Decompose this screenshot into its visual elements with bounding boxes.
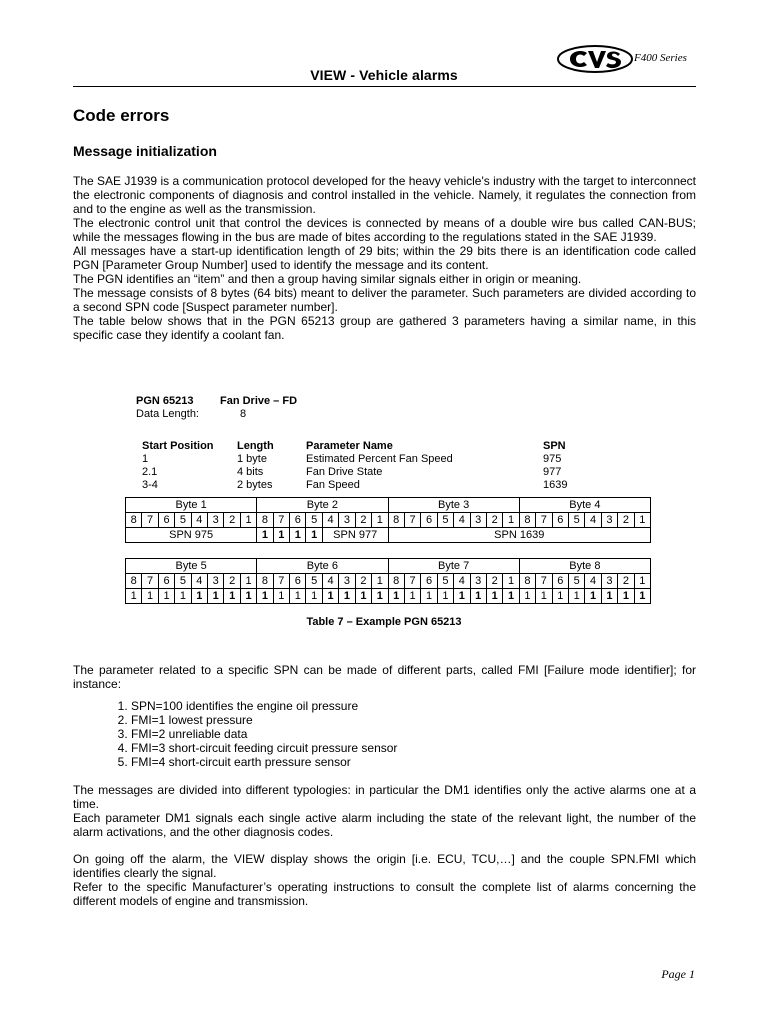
bit-number: 6 xyxy=(552,513,568,528)
bit-number: 5 xyxy=(175,513,191,528)
bit-cell: 1 xyxy=(470,589,486,604)
bit-number: 8 xyxy=(519,574,535,589)
bit-number: 8 xyxy=(257,513,273,528)
bit-cell: 1 xyxy=(404,589,420,604)
bit-number: 7 xyxy=(404,574,420,589)
bit-number: 3 xyxy=(601,574,617,589)
paragraph: The messages are divided into different typologies: in particular the DM1 identifies only the active alarms one at a time. xyxy=(73,783,696,811)
bit-number: 1 xyxy=(634,513,650,528)
bit-number: 5 xyxy=(175,574,191,589)
bit-number: 3 xyxy=(470,513,486,528)
bit-number: 5 xyxy=(306,513,322,528)
cell: Fan Speed xyxy=(306,479,360,491)
bit-number: 6 xyxy=(290,574,306,589)
bit-cell: 1 xyxy=(421,589,437,604)
cell: 2 bytes xyxy=(237,479,273,491)
bit-number: 2 xyxy=(486,574,502,589)
bit-number: 5 xyxy=(568,513,584,528)
page-number: Page 1 xyxy=(661,967,695,981)
bit-number: 8 xyxy=(126,574,142,589)
cell: 2.1 xyxy=(142,466,158,478)
bit-cell: 1 xyxy=(322,589,338,604)
bit-number: 3 xyxy=(339,574,355,589)
bit-number: 7 xyxy=(404,513,420,528)
dm1-text xyxy=(73,783,696,839)
bit-number: 7 xyxy=(536,513,552,528)
bit-number: 4 xyxy=(322,513,338,528)
bit-number: 5 xyxy=(437,513,453,528)
section-title: Code errors xyxy=(73,106,170,125)
subsection-title: Message initialization xyxy=(73,143,217,159)
bit-cell: 1 xyxy=(257,589,273,604)
bit-cell: 1 xyxy=(224,589,240,604)
paragraph: The message consists of 8 bytes (64 bits) meant to deliver the parameter. Such parameters are divided according to a second SPN code [Suspect parameter number]. xyxy=(73,286,696,314)
data-length-label: Data Length: xyxy=(136,408,199,420)
bit-number: 3 xyxy=(470,574,486,589)
list-item: 1. SPN=100 identifies the engine oil pressure xyxy=(131,699,397,713)
fmi-list xyxy=(91,699,397,769)
byte-header: Byte 3 xyxy=(388,498,519,513)
pgn-definition xyxy=(136,395,586,492)
paragraph: The table below shows that in the PGN 65213 group are gathered 3 parameters having a similar name, in this specific case they identify a coolant fan. xyxy=(73,314,696,342)
bit-number: 6 xyxy=(290,513,306,528)
paragraph: On going off the alarm, the VIEW display shows the origin [i.e. ECU, TCU,…] and the couple SPN.FMI which identifies clearly the signal. xyxy=(73,852,696,880)
bit-number: 4 xyxy=(454,513,470,528)
bit-number: 7 xyxy=(273,513,289,528)
header-rule xyxy=(73,86,696,87)
bit-number: 5 xyxy=(306,574,322,589)
bit-number: 3 xyxy=(339,513,355,528)
bit-number: 6 xyxy=(421,574,437,589)
bit-cell: 1 xyxy=(191,589,207,604)
spn-977-cell: SPN 977 xyxy=(322,528,388,543)
bit-number: 5 xyxy=(568,574,584,589)
bit-cell: 1 xyxy=(290,589,306,604)
list-item: 4. FMI=3 short-circuit feeding circuit pressure sensor xyxy=(131,741,397,755)
pgn-row xyxy=(136,479,586,492)
pgn-name: Fan Drive – FD xyxy=(220,395,298,407)
closing-text xyxy=(73,852,696,908)
intro-text xyxy=(73,174,696,342)
bit-number: 1 xyxy=(372,574,388,589)
bit-layout-table-2 xyxy=(125,558,651,604)
bit-cell: 1 xyxy=(142,589,158,604)
list-item: 2. FMI=1 lowest pressure xyxy=(131,713,397,727)
bit-number: 2 xyxy=(224,513,240,528)
cell: 4 bits xyxy=(237,466,264,478)
list-item: 5. FMI=4 short-circuit earth pressure sensor xyxy=(131,755,397,769)
bit-cell: 1 xyxy=(175,589,191,604)
pgn-label: PGN 65213 xyxy=(136,395,194,407)
bit-number: 8 xyxy=(126,513,142,528)
bit-cell: 1 xyxy=(306,528,322,543)
bit-number: 2 xyxy=(355,513,371,528)
bit-number: 8 xyxy=(388,513,404,528)
bit-number: 2 xyxy=(618,574,634,589)
pgn-row xyxy=(136,466,586,479)
fmi-intro xyxy=(73,663,696,691)
byte-header: Byte 2 xyxy=(257,498,388,513)
column-header: Start Position xyxy=(142,440,214,452)
bit-cell: 1 xyxy=(634,589,650,604)
bit-cell: 1 xyxy=(372,589,388,604)
column-header: Length xyxy=(237,440,274,452)
bit-cell: 1 xyxy=(273,528,289,543)
list-item: 3. FMI=2 unreliable data xyxy=(131,727,397,741)
cell: 1 xyxy=(142,453,149,465)
bit-cell: 1 xyxy=(240,589,256,604)
paragraph: All messages have a start-up identification length of 29 bits; within the 29 bits there is an identification code called PGN [Parameter Group Number] used to identify the message and its content. xyxy=(73,244,696,272)
bit-cell: 1 xyxy=(306,589,322,604)
bit-cell: 1 xyxy=(158,589,174,604)
bit-number: 1 xyxy=(503,513,519,528)
bit-cell: 1 xyxy=(257,528,273,543)
bit-number: 4 xyxy=(585,574,601,589)
bit-number: 7 xyxy=(536,574,552,589)
cell: 1639 xyxy=(543,479,568,491)
data-length-value: 8 xyxy=(240,408,247,420)
column-header: Parameter Name xyxy=(306,440,393,452)
table-caption: Table 7 – Example PGN 65213 xyxy=(306,616,462,628)
bit-cell: 1 xyxy=(273,589,289,604)
bit-number: 7 xyxy=(142,574,158,589)
byte-header: Byte 6 xyxy=(257,559,388,574)
bit-cell: 1 xyxy=(585,589,601,604)
bit-cell: 1 xyxy=(208,589,224,604)
bit-number: 4 xyxy=(585,513,601,528)
paragraph: The parameter related to a specific SPN can be made of different parts, called FMI [Failure mode identifier]; for instance: xyxy=(73,663,696,691)
bit-layout-table-1 xyxy=(125,497,651,543)
spn-975-cell: SPN 975 xyxy=(126,528,257,543)
bit-number: 1 xyxy=(240,513,256,528)
bit-cell: 1 xyxy=(601,589,617,604)
bit-number: 1 xyxy=(503,574,519,589)
bit-number: 2 xyxy=(618,513,634,528)
spn-1639-cell: SPN 1639 xyxy=(388,528,651,543)
bit-number: 2 xyxy=(355,574,371,589)
bit-number: 3 xyxy=(208,574,224,589)
bit-cell: 1 xyxy=(290,528,306,543)
bit-number: 4 xyxy=(191,513,207,528)
cvs-logo-icon xyxy=(556,44,634,74)
byte-header: Byte 1 xyxy=(126,498,257,513)
cell: 1 byte xyxy=(237,453,267,465)
bit-cell: 1 xyxy=(552,589,568,604)
bit-cell: 1 xyxy=(536,589,552,604)
bit-number: 3 xyxy=(208,513,224,528)
cell: 975 xyxy=(543,453,562,465)
bit-number: 1 xyxy=(240,574,256,589)
bit-cell: 1 xyxy=(126,589,142,604)
bit-number: 8 xyxy=(519,513,535,528)
bit-number: 4 xyxy=(191,574,207,589)
bit-cell: 1 xyxy=(355,589,371,604)
bit-cell: 1 xyxy=(486,589,502,604)
bit-cell: 1 xyxy=(388,589,404,604)
bit-cell: 1 xyxy=(618,589,634,604)
pgn-row xyxy=(136,453,586,466)
bit-number: 6 xyxy=(421,513,437,528)
paragraph: Each parameter DM1 signals each single active alarm including the state of the relevant light, the number of the alarm activations, and the other diagnosis codes. xyxy=(73,811,696,839)
bit-number: 5 xyxy=(437,574,453,589)
byte-header: Byte 7 xyxy=(388,559,519,574)
bit-number: 2 xyxy=(224,574,240,589)
header-title: VIEW - Vehicle alarms xyxy=(310,67,458,83)
bit-number: 3 xyxy=(601,513,617,528)
bit-number: 7 xyxy=(273,574,289,589)
byte-header: Byte 8 xyxy=(519,559,650,574)
bit-number: 4 xyxy=(322,574,338,589)
bit-number: 2 xyxy=(486,513,502,528)
bit-number: 1 xyxy=(372,513,388,528)
cell: 977 xyxy=(543,466,562,478)
bit-number: 1 xyxy=(634,574,650,589)
bit-number: 6 xyxy=(158,513,174,528)
bit-number: 8 xyxy=(257,574,273,589)
paragraph: Refer to the specific Manufacturer’s operating instructions to consult the complete list of alarms concerning the different models of engine and transmission. xyxy=(73,880,696,908)
bit-number: 4 xyxy=(454,574,470,589)
bit-number: 6 xyxy=(158,574,174,589)
bit-cell: 1 xyxy=(519,589,535,604)
bit-cell: 1 xyxy=(339,589,355,604)
bit-cell: 1 xyxy=(503,589,519,604)
paragraph: The SAE J1939 is a communication protocol developed for the heavy vehicle's industry with the target to interconnect the electronic components of diagnosis and control installed in the vehicle. Namely, it regulates the connection from and to the engine as well as the transmission. xyxy=(73,174,696,216)
cell: Estimated Percent Fan Speed xyxy=(306,453,453,465)
bit-number: 8 xyxy=(388,574,404,589)
bit-number: 6 xyxy=(552,574,568,589)
bit-cell: 1 xyxy=(568,589,584,604)
byte-header: Byte 5 xyxy=(126,559,257,574)
series-label: F400 Series xyxy=(634,52,687,64)
cell: 3-4 xyxy=(142,479,158,491)
bit-cell: 1 xyxy=(454,589,470,604)
bit-cell: 1 xyxy=(437,589,453,604)
cell: Fan Drive State xyxy=(306,466,383,478)
column-header: SPN xyxy=(543,440,566,452)
paragraph: The PGN identifies an “item” and then a group having similar signals either in origin or meaning. xyxy=(73,272,582,286)
bit-number: 7 xyxy=(142,513,158,528)
paragraph: The electronic control unit that control the devices is connected by means of a double wire bus called CAN-BUS; while the messages flowing in the bus are made of bites according to the regulations stated in the SAE J1939. xyxy=(73,216,696,244)
byte-header: Byte 4 xyxy=(519,498,650,513)
